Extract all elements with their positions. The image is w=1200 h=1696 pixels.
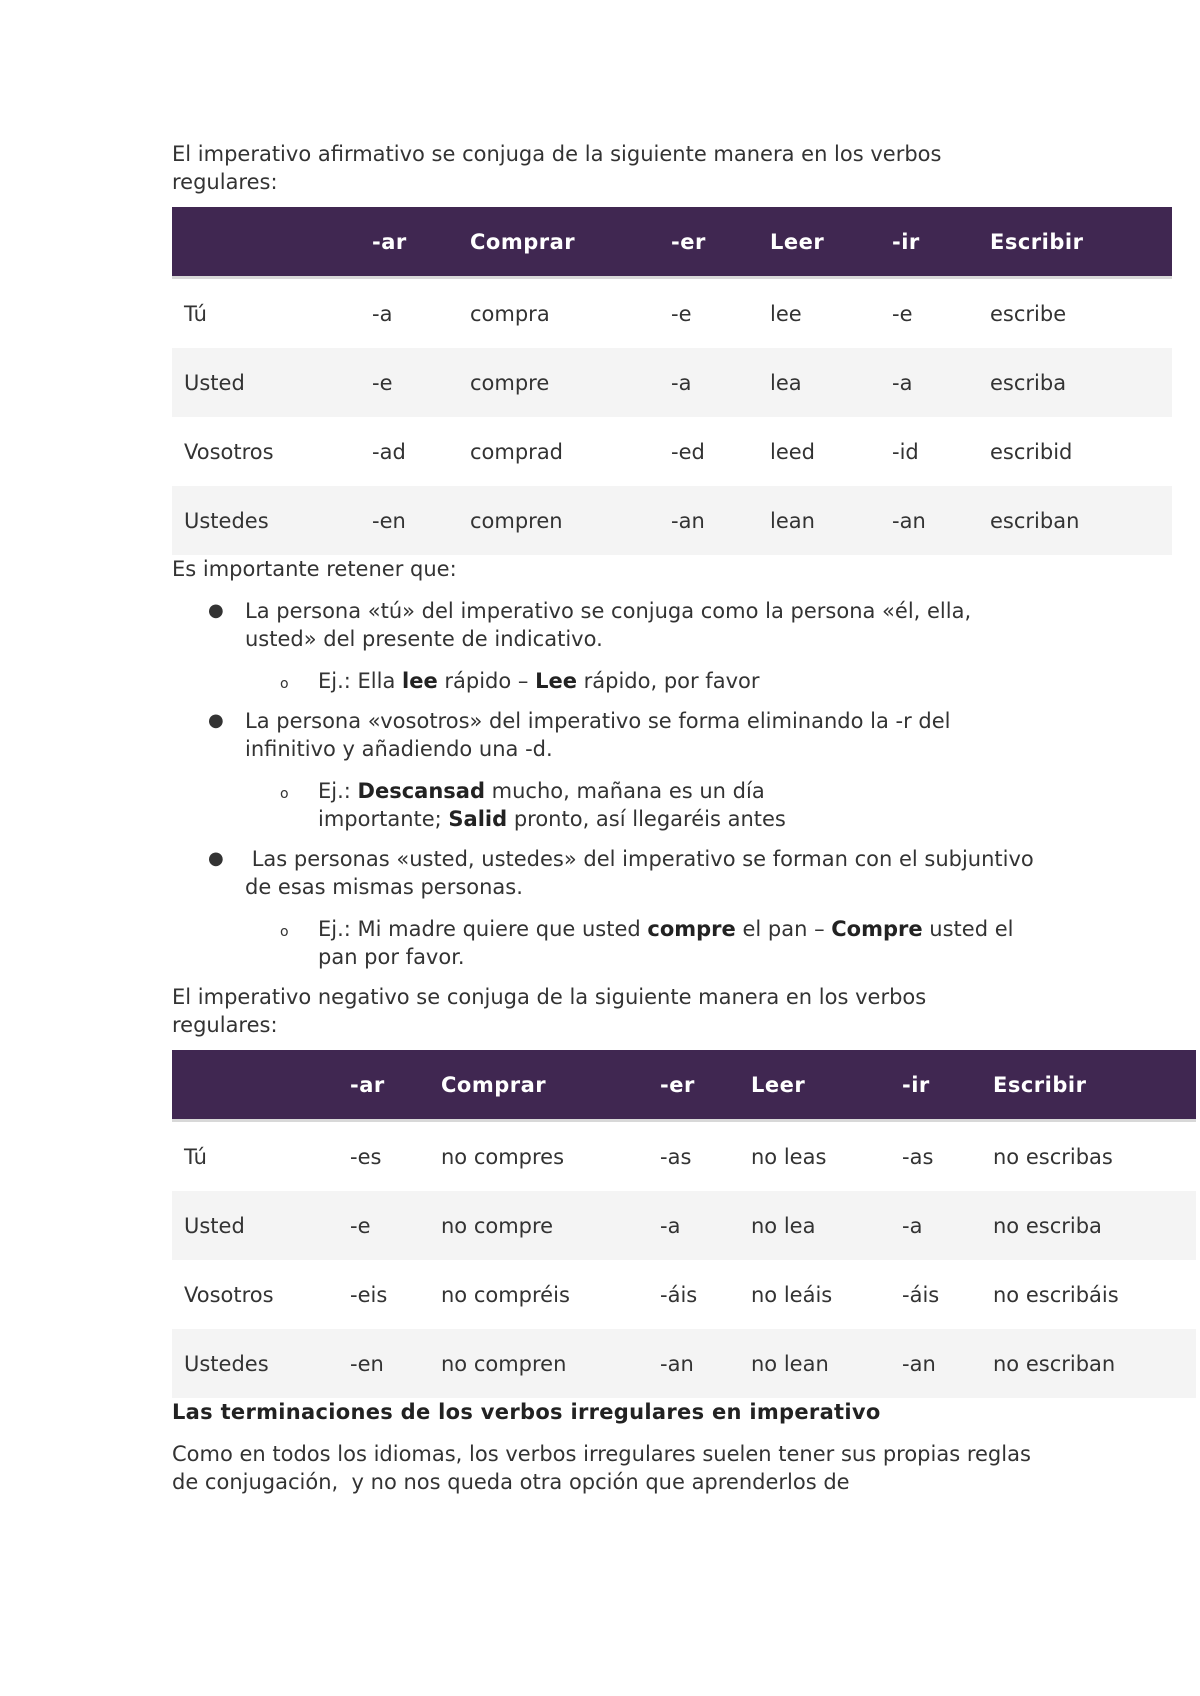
example-list [245,777,1045,833]
header-cell: Escribir [978,207,1172,278]
table-cell: -an [890,1329,981,1398]
list-item [172,597,1045,695]
bullet-text: Las personas «usted, ustedes» del imperativo se forman con el subjuntivo de esas mismas personas. [245,847,1041,899]
hollow-bullet-icon: o [280,786,289,802]
header-cell: -ar [338,1050,429,1121]
table-row [172,278,1172,349]
table-cell: lee [770,301,802,326]
intro-negative: El imperativo negativo se conjuga de la siguiente manera en los verbos regulares: [172,985,927,1037]
example-text: Ej.: Ella lee rápido – Lee rápido, por favor [318,669,760,693]
example-list [245,667,1045,695]
header-cell: Escribir [981,1050,1196,1121]
table-cell: Usted [172,348,360,417]
table-header-row [172,1050,1196,1121]
table-row [172,1191,1196,1260]
table-cell: -a [880,348,978,417]
table-cell: lean [758,486,880,555]
table-cell: -an [648,1329,739,1398]
table-cell: -e [671,301,692,326]
table-cell: -e [338,1191,429,1260]
header-cell: -er [659,207,758,278]
table-row [172,1329,1196,1398]
header-cell: -er [648,1050,739,1121]
table-cell: Vosotros [184,439,274,464]
table-cell: no compres [441,1144,565,1169]
table-cell: no leas [751,1144,827,1169]
table-cell: Vosotros [184,1282,274,1307]
negative-conjugation-table [172,1050,1196,1398]
list-item [172,845,1045,971]
irregular-heading: Las terminaciones de los verbos irregulares en imperativo [172,1400,881,1424]
header-cell: Leer [739,1050,890,1121]
table-row [172,1121,1196,1192]
header-cell: Comprar [429,1050,648,1121]
header-cell: -ir [880,207,978,278]
table-cell: -a [648,1191,739,1260]
header-cell [172,207,360,278]
header-cell [172,1050,338,1121]
bullet-text: La persona «tú» del imperativo se conjuga como la persona «él, ella, usted» del presente de indicativo. [245,599,972,651]
table-cell: -ed [671,439,705,464]
bullet-dot-icon: ● [208,600,224,621]
table-cell: -áis [660,1282,698,1307]
table-cell: no leáis [751,1282,833,1307]
example-item [245,915,1038,971]
table-cell: escriban [978,486,1172,555]
table-header-row [172,207,1172,278]
hollow-bullet-icon: o [280,676,289,692]
table-cell: -áis [902,1282,940,1307]
table-row [172,348,1172,417]
bullet-dot-icon: ● [208,848,224,869]
affirmative-conjugation-table [172,207,1172,555]
table-cell: no compréis [441,1282,570,1307]
table-cell: compre [458,348,659,417]
table-cell: escribe [990,301,1067,326]
table-cell: -as [902,1144,934,1169]
table-cell: Ustedes [172,486,360,555]
bullet-dot-icon: ● [208,710,224,731]
list-item [172,707,1045,833]
table-cell: -as [660,1144,692,1169]
table-cell: lea [758,348,880,417]
header-cell: -ir [890,1050,981,1121]
header-cell: Comprar [458,207,659,278]
table-cell: no compren [429,1329,648,1398]
table-cell: -e [892,301,913,326]
table-row [172,1260,1196,1329]
table-cell: no escribas [993,1144,1113,1169]
example-item [245,777,878,833]
table-cell: Tú [184,1144,207,1169]
table-cell: -es [350,1144,382,1169]
table-cell: Ustedes [172,1329,338,1398]
example-list [245,915,1045,971]
table-cell: -a [890,1191,981,1260]
table-cell: no escriban [981,1329,1196,1398]
table-cell: compren [458,486,659,555]
table-cell: -id [892,439,919,464]
table-cell: no compre [429,1191,648,1260]
table-cell: Tú [184,301,207,326]
header-cell: Leer [758,207,880,278]
table-row [172,417,1172,486]
table-cell: compra [470,301,550,326]
table-cell: -a [372,301,393,326]
example-text: Ej.: Descansad mucho, mañana es un día importante; Salid pronto, así llegaréis antes [318,779,786,831]
example-item [245,667,1038,695]
table-cell: -ad [372,439,406,464]
table-cell: escriba [978,348,1172,417]
table-cell: no lean [739,1329,890,1398]
table-cell: no escribáis [993,1282,1119,1307]
table-cell: -en [338,1329,429,1398]
header-cell: -ar [360,207,458,278]
table-cell: -eis [350,1282,388,1307]
example-text: Ej.: Mi madre quiere que usted compre el pan – Compre usted el pan por favor. [318,917,1014,969]
table-cell: -a [659,348,758,417]
irregular-paragraph: Como en todos los idiomas, los verbos irregulares suelen tener sus propias reglas de conjugación, y no nos queda otra opción que aprenderlos de [172,1442,1038,1494]
table-cell: no escriba [981,1191,1196,1260]
table-cell: -en [360,486,458,555]
bullet-text: La persona «vosotros» del imperativo se forma eliminando la -r del infinitivo y añadiendo una -d. [245,709,951,761]
table-cell: Usted [172,1191,338,1260]
table-cell: comprad [470,439,564,464]
table-cell: escribid [990,439,1073,464]
retain-heading: Es importante retener que: [172,557,457,581]
table-cell: -e [360,348,458,417]
table-cell: no lea [739,1191,890,1260]
table-cell: leed [770,439,816,464]
hollow-bullet-icon: o [280,924,289,940]
document-page [172,140,1172,1496]
rules-list [172,597,1172,971]
table-row [172,486,1172,555]
table-cell: -an [659,486,758,555]
intro-affirmative: El imperativo afirmativo se conjuga de la siguiente manera en los verbos regulares: [172,142,942,194]
table-cell: -an [880,486,978,555]
